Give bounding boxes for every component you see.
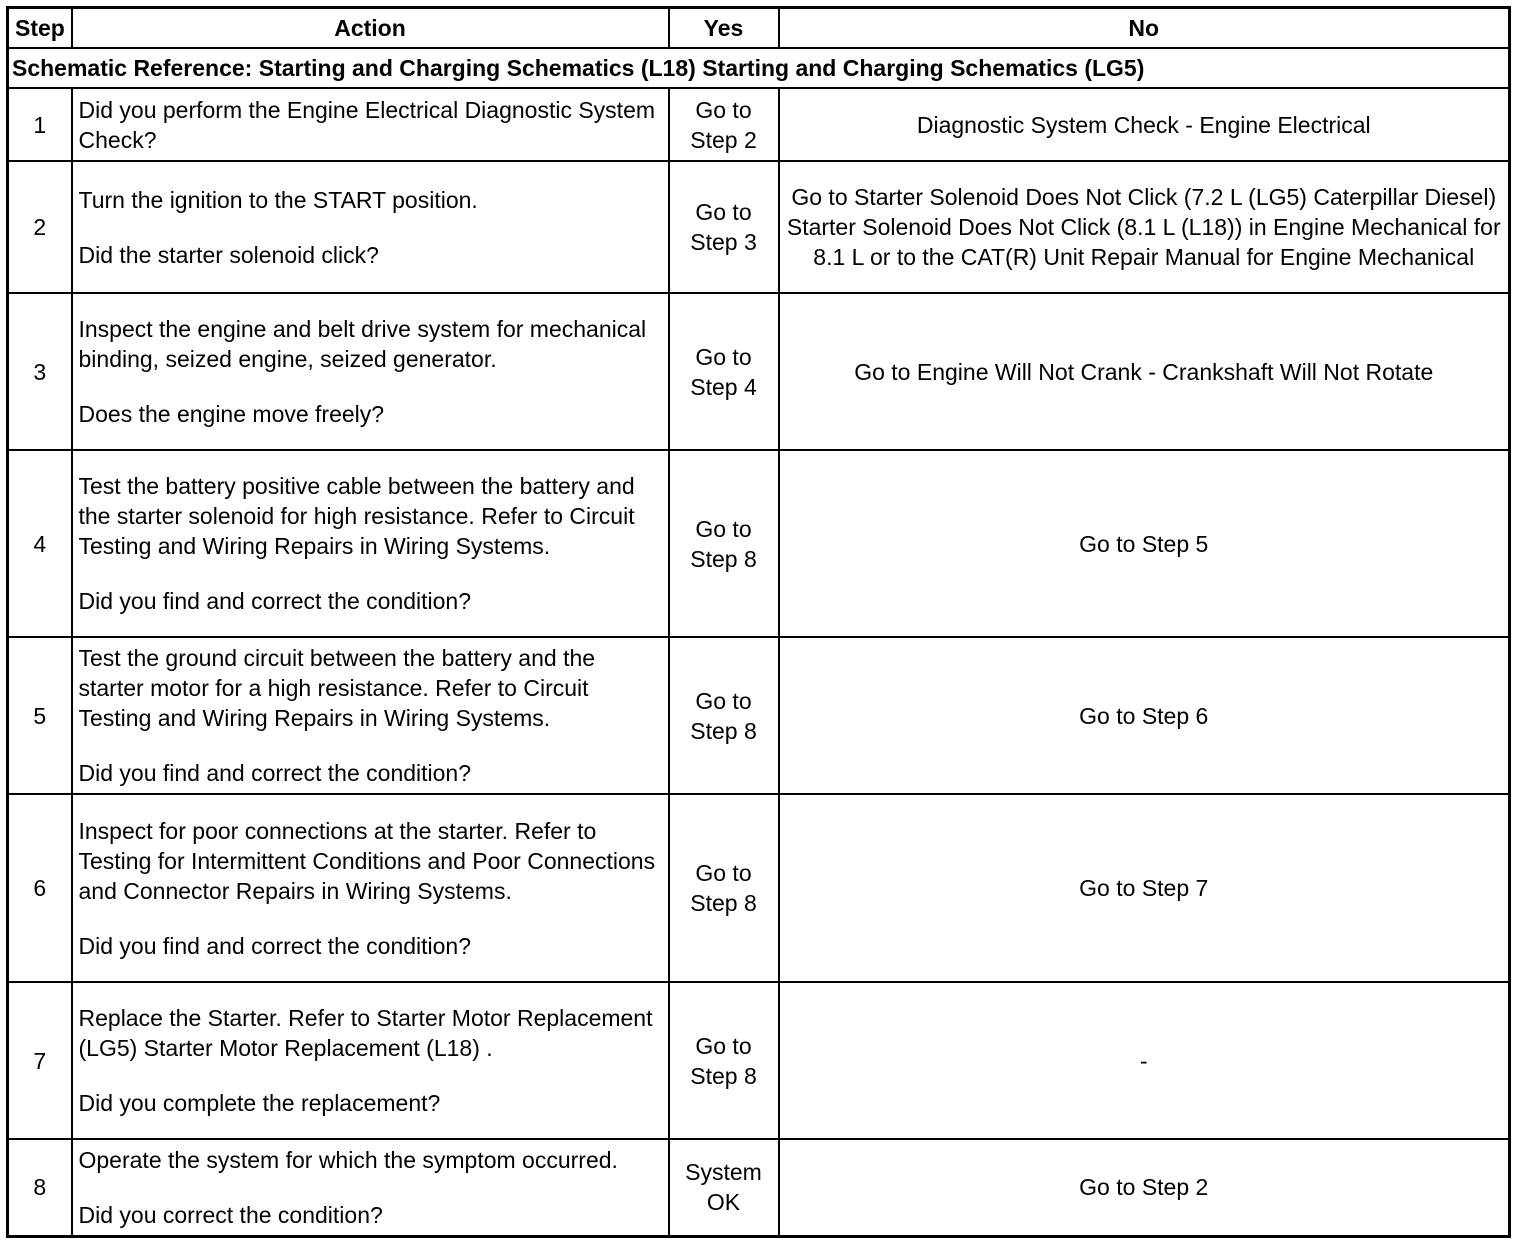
step-number: 4 xyxy=(8,450,72,637)
action-question: Did the starter solenoid click? xyxy=(78,241,379,268)
action-text: Replace the Starter. Refer to Starter Motor Replacement (LG5) Starter Motor Replacement (L18) . xyxy=(78,1005,653,1061)
action-cell xyxy=(72,794,669,982)
action-question: Did you find and correct the condition? xyxy=(78,588,472,614)
no-cell: Go to Engine Will Not Crank - Crankshaft Will Not Rotate xyxy=(779,293,1510,450)
header-yes: Yes xyxy=(669,8,779,49)
action-question: Did you find and correct the condition? xyxy=(78,760,472,786)
table-row xyxy=(8,1139,1510,1236)
action-question: Did you find and correct the condition? xyxy=(78,932,472,959)
step-number: 8 xyxy=(8,1139,72,1236)
action-text: Test the ground circuit between the battery and the starter motor for a high resistance. Refer to Circuit Testing and Wiring Repairs in Wiring Systems. xyxy=(78,645,596,731)
table-row xyxy=(8,88,1510,161)
yes-cell: Go to Step 2 xyxy=(669,88,779,161)
yes-cell: Go to Step 4 xyxy=(669,293,779,450)
action-cell xyxy=(72,88,669,161)
step-number: 2 xyxy=(8,161,72,293)
step-number: 7 xyxy=(8,982,72,1139)
yes-cell: Go to Step 3 xyxy=(669,161,779,293)
step-number: 3 xyxy=(8,293,72,450)
no-cell: Go to Starter Solenoid Does Not Click (7.2 L (LG5) Caterpillar Diesel) Starter Solenoid Does Not Click (8.1 L (L18)) in Engine Mechanical for 8.1 L or to the CAT(R) Unit Repair Manual for Engine Mechanical xyxy=(779,161,1510,293)
no-cell: Diagnostic System Check - Engine Electrical xyxy=(779,88,1510,161)
action-text: Test the battery positive cable between the battery and the starter solenoid for high resistance. Refer to Circuit Testing and Wiring Repairs in Wiring Systems. xyxy=(78,473,635,559)
schematic-reference: Schematic Reference: Starting and Charging Schematics (L18) Starting and Charging Schematics (LG5) xyxy=(8,48,1510,88)
yes-cell: Go to Step 8 xyxy=(669,450,779,637)
action-text: Inspect the engine and belt drive system for mechanical binding, seized engine, seized generator. xyxy=(78,316,647,372)
action-cell xyxy=(72,293,669,450)
yes-cell: Go to Step 8 xyxy=(669,982,779,1139)
header-step: Step xyxy=(8,8,72,49)
no-cell: - xyxy=(779,982,1510,1139)
step-number: 6 xyxy=(8,794,72,982)
action-text: Did you perform the Engine Electrical Diagnostic System Check? xyxy=(78,96,656,153)
table-row xyxy=(8,982,1510,1139)
table-row xyxy=(8,161,1510,293)
table-row xyxy=(8,637,1510,794)
header-row xyxy=(8,8,1510,49)
yes-cell: Go to Step 8 xyxy=(669,794,779,982)
no-cell: Go to Step 6 xyxy=(779,637,1510,794)
diagnostic-table xyxy=(6,6,1511,1238)
action-cell xyxy=(72,1139,669,1236)
action-text: Turn the ignition to the START position. xyxy=(78,186,478,213)
table-row xyxy=(8,450,1510,637)
action-cell xyxy=(72,637,669,794)
action-question: Did you correct the condition? xyxy=(78,1201,383,1228)
action-text: Inspect for poor connections at the starter. Refer to Testing for Intermittent Conditions and Poor Connections and Connector Repairs in Wiring Systems. xyxy=(78,817,656,904)
schematic-reference-row xyxy=(8,48,1510,88)
action-cell xyxy=(72,450,669,637)
table-row xyxy=(8,794,1510,982)
action-cell xyxy=(72,982,669,1139)
header-no: No xyxy=(779,8,1510,49)
step-number: 5 xyxy=(8,637,72,794)
yes-cell: Go to Step 8 xyxy=(669,637,779,794)
action-cell xyxy=(72,161,669,293)
action-text: Operate the system for which the symptom occurred. xyxy=(78,1146,618,1173)
action-question: Does the engine move freely? xyxy=(78,401,385,427)
yes-cell: System OK xyxy=(669,1139,779,1236)
no-cell: Go to Step 5 xyxy=(779,450,1510,637)
action-question: Did you complete the replacement? xyxy=(78,1090,441,1116)
table-row xyxy=(8,293,1510,450)
step-number: 1 xyxy=(8,88,72,161)
header-action: Action xyxy=(72,8,669,49)
no-cell: Go to Step 7 xyxy=(779,794,1510,982)
no-cell: Go to Step 2 xyxy=(779,1139,1510,1236)
